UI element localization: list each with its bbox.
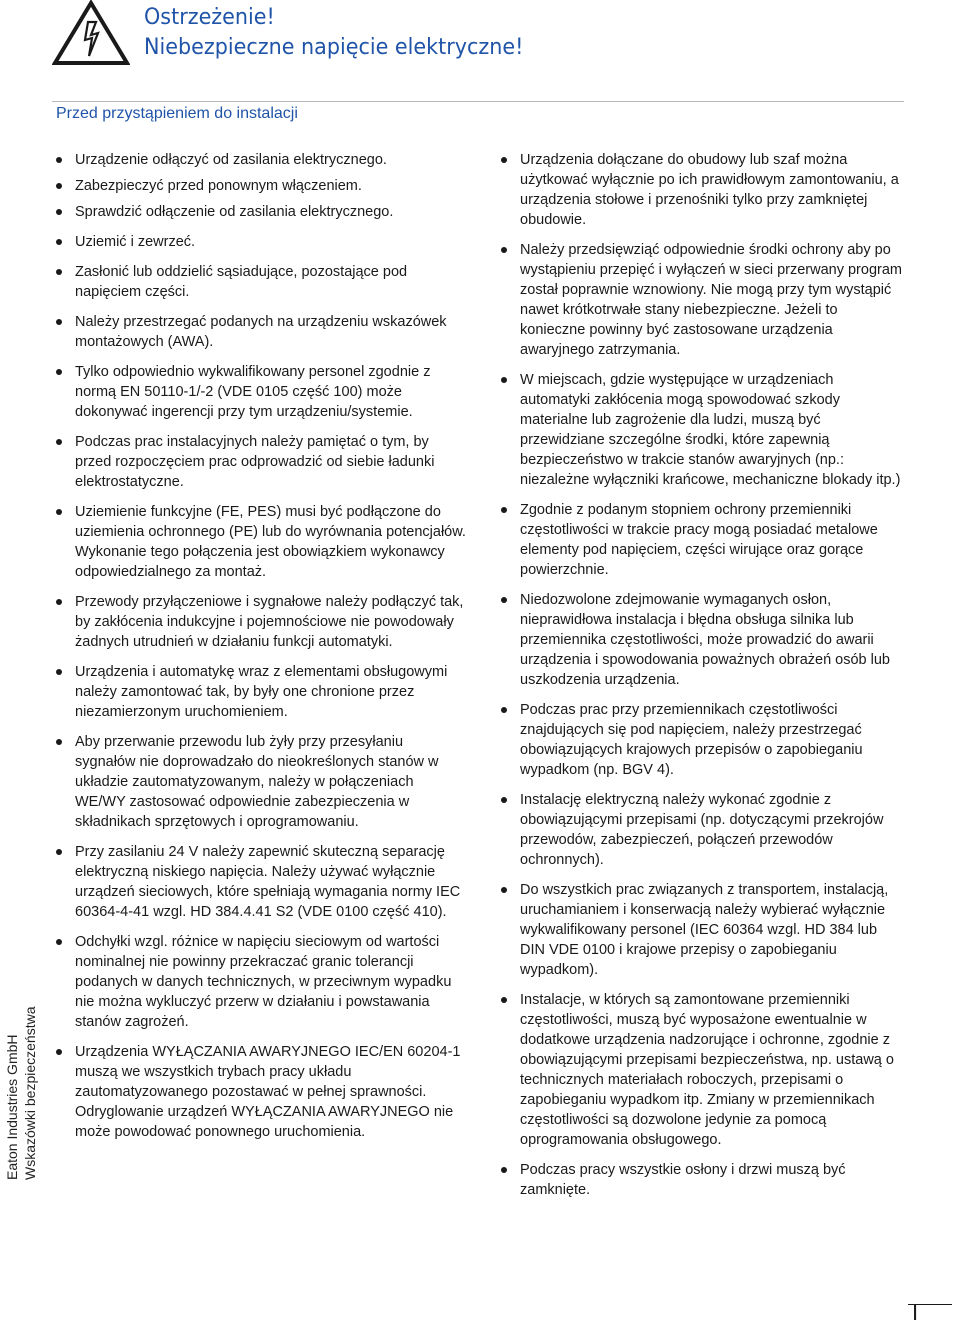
- high-voltage-warning-icon: [52, 0, 130, 66]
- side-label: [3, 920, 39, 1180]
- list-item: W miejscach, gdzie występujące w urządzeniach automatyki zakłócenia mogą spowodować szkody materialne lub zagrożenie dla ludzi, muszą być przewidziane szczególne środki, które zapewnią bezpieczeństwo w trakcie stanów awaryjnych (np.: niezależne wyłączniki krańcowe, mechaniczne blokady itp.): [520, 370, 906, 490]
- section-divider: [52, 101, 904, 102]
- list-item: Podczas prac przy przemiennikach częstotliwości znajdujących się pod napięciem, należy przestrzegać obowiązujących krajowych przepisów o zapobieganiu wypadkom (np. BGV 4).: [520, 700, 906, 780]
- left-column-list: [75, 150, 467, 1152]
- list-item: Aby przerwanie przewodu lub żyły przy przesyłaniu sygnałów nie doprowadzało do nieokreślonych stanów w układzie zautomatyzowanym, należy w połączeniach WE/WY zastosować odpowiednie zabezpieczenia w składnikach sprzętowych i oprogramowaniu.: [75, 732, 467, 832]
- list-item: Tylko odpowiednio wykwalifikowany personel zgodnie z normą EN 50110-1/-2 (VDE 0105 część 100) może dokonywać ingerencji przy tym urządzeniu/systemie.: [75, 362, 467, 422]
- list-item: Przewody przyłączeniowe i sygnałowe należy podłączyć tak, by zakłócenia indukcyjne i pojemnościowe nie powodowały żadnych utrudnień w działaniu funkcji automatyki.: [75, 592, 467, 652]
- list-item: Urządzenie odłączyć od zasilania elektrycznego.: [75, 150, 467, 170]
- list-item: Odchyłki wzgl. różnice w napięciu sieciowym od wartości nominalnej nie powinny przekraczać granic tolerancji podanych w danych technicznych, w przeciwnym wypadku nie można wykluczyć przerw w działaniu i powstawania stanów zagrożeń.: [75, 932, 467, 1032]
- list-item: Podczas prac instalacyjnych należy pamiętać o tym, by przed rozpoczęciem prac odprowadzić od siebie ładunki elektrostatyczne.: [75, 432, 467, 492]
- list-item: Uziemić i zewrzeć.: [75, 232, 467, 252]
- list-item: Zgodnie z podanym stopniem ochrony przemienniki częstotliwości w trakcie pracy mogą posiadać metalowe elementy pod napięciem, części wirujące oraz gorące powierzchnie.: [520, 500, 906, 580]
- list-item: Instalacje, w których są zamontowane przemienniki częstotliwości, muszą być wyposażone ewentualnie w dodatkowe urządzenia nadzorujące i ochronne, zgodnie z obowiązującymi przepisami bezpieczeństwa, np. ustawą o technicznych materiałach roboczych, przepisami o zapobieganiu wypadkom itp. Zmiany w przemiennikach częstotliwości są dozwolone jedynie za pomocą oprogramowania obsługowego.: [520, 990, 906, 1150]
- section-heading: Przed przystąpieniem do instalacji: [56, 105, 298, 122]
- list-item: Zasłonić lub oddzielić sąsiadujące, pozostające pod napięciem części.: [75, 262, 467, 302]
- list-item: Podczas pracy wszystkie osłony i drzwi muszą być zamknięte.: [520, 1160, 906, 1200]
- list-item: Należy przedsięwziąć odpowiednie środki ochrony aby po wystąpieniu przepięć i wyłączeń w sieci przerwany program został poprawnie wznowiony. Nie mogą przy tym wystąpić nawet krótkotrwałe stany niebezpieczne. Jeżeli to konieczne powinny być zastosowane urządzenia awaryjnego zatrzymania.: [520, 240, 906, 360]
- list-item: Urządzenia i automatykę wraz z elementami obsługowymi należy zamontować tak, by były one chronione przez niezamierzonym uruchomieniem.: [75, 662, 467, 722]
- page-number: I: [912, 1300, 919, 1325]
- list-item: Należy przestrzegać podanych na urządzeniu wskazówek montażowych (AWA).: [75, 312, 467, 352]
- page-title-line-2: Niebezpieczne napięcie elektryczne!: [144, 34, 524, 60]
- list-item: Przy zasilaniu 24 V należy zapewnić skuteczną separację elektryczną niskiego napięcia. Należy używać wyłącznie urządzeń sieciowych, które spełniają wymagania normy IEC 60364-4-41 wzgl. HD 384.4.41 S2 (VDE 0100 część 410).: [75, 842, 467, 922]
- list-item: Do wszystkich prac związanych z transportem, instalacją, uruchamianiem i konserwacją należy wybierać wyłącznie wykwalifikowany personel (IEC 60364 wzgl. HD 384 lub DIN VDE 0100 i krajowe przepisy o zapobieganiu wypadkom).: [520, 880, 906, 980]
- list-item: Zabezpieczyć przed ponownym włączeniem.: [75, 176, 467, 196]
- list-item: Sprawdzić odłączenie od zasilania elektrycznego.: [75, 202, 467, 222]
- page-title-line-1: Ostrzeżenie!: [144, 4, 275, 30]
- list-item: Instalację elektryczną należy wykonać zgodnie z obowiązującymi przepisami (np. dotyczącymi przekrojów przewodów, zabezpieczeń, połączeń przewodów ochronnych).: [520, 790, 906, 870]
- page-title: [144, 2, 523, 62]
- right-column-list: [520, 150, 906, 1210]
- list-item: Uziemienie funkcyjne (FE, PES) musi być podłączone do uziemienia ochronnego (PE) lub do wyrównania potencjałów. Wykonanie tego połączenia jest obowiązkiem wykonawcy odpowiedzialnego za montaż.: [75, 504, 466, 580]
- list-item: Niedozwolone zdejmowanie wymaganych osłon, nieprawidłowa instalacja i błędna obsługa silnika lub przemiennika częstotliwości, może prowadzić do awarii urządzenia i spowodowania poważnych obrażeń osób lub uszkodzenia urządzenia.: [520, 590, 906, 690]
- side-label-company: Eaton Industries GmbH: [4, 1034, 20, 1180]
- page-header: [52, 0, 912, 70]
- list-item: Urządzenia WYŁĄCZANIA AWARYJNEGO IEC/EN 60204-1 muszą we wszystkich trybach pracy układu zautomatyzowanego pozostawać w pełnej sprawności. Odryglowanie urządzeń WYŁĄCZANIA AWARYJNEGO nie może powodować ponownego uruchomienia.: [75, 1042, 467, 1142]
- list-item: Urządzenia dołączane do obudowy lub szaf można użytkować wyłącznie po ich prawidłowym zamontowaniu, a urządzenia stołowe i przenośniki tylko przy zamkniętej obudowie.: [520, 150, 906, 230]
- side-label-document: Wskazówki bezpieczeństwa: [22, 1006, 38, 1180]
